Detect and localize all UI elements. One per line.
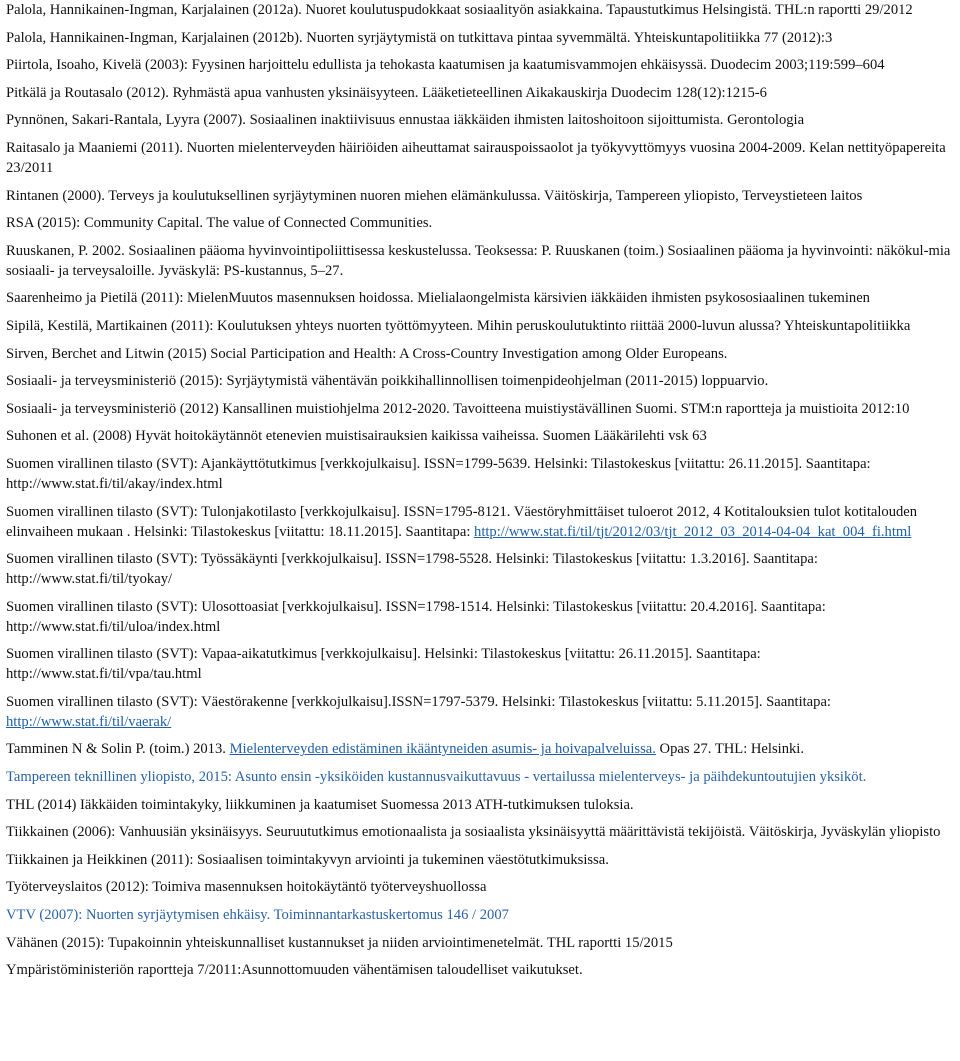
reference-text: Suomen virallinen tilasto (SVT): Vapaa-aikatutkimus [verkkojulkaisu]. Helsinki: Tilastokeskus [viitattu: 26.11.2015]. Saantitapa: http://www.stat.fi/til/vpa/tau.html [6, 646, 761, 683]
reference-text: Suomen virallinen tilasto (SVT): Työssäkäynti [verkkojulkaisu]. ISSN=1798-5528. Helsinki: Tilastokeskus [viitattu: 1.3.2016]. Saantitapa: http://www.stat.fi/til/tyokay/ [6, 551, 818, 588]
reference-text: Suomen virallinen tilasto (SVT): Ulosottoasiat [verkkojulkaisu]. ISSN=1798-1514. Helsinki: Tilastokeskus [viitattu: 20.4.2016]. Saantitapa: http://www.stat.fi/til/uloa/index.html [6, 598, 826, 635]
reference-entry [6, 83, 952, 103]
reference-text: Vähänen (2015): Tupakoinnin yhteiskunnalliset kustannukset ja niiden arviointimenetelmät. THL raportti 15/2015 [6, 934, 673, 951]
reference-entry [6, 905, 952, 925]
reference-entry [6, 316, 952, 336]
reference-text: Sosiaali- ja terveysministeriö (2012) Kansallinen muistiohjelma 2012-2020. Tavoitteena muistiystävällinen Suomi. STM:n raportteja ja muistioita 2012:10 [6, 400, 910, 417]
reference-text: Suomen virallinen tilasto (SVT): Väestörakenne [verkkojulkaisu].ISSN=1797-5379. Helsinki: Tilastokeskus [viitattu: 5.11.2015]. Saantitapa: [6, 693, 831, 710]
reference-entry [6, 186, 952, 206]
reference-entry [6, 549, 952, 589]
reference-entry [6, 850, 952, 870]
reference-entry [6, 138, 952, 178]
reference-entry [6, 241, 952, 281]
reference-text: Palola, Hannikainen-Ingman, Karjalainen (2012b). Nuorten syrjäytymistä on tutkittava pintaa syvemmältä. Yhteiskuntapolitiikka 77 (2012):3 [6, 29, 833, 46]
reference-text: THL (2014) Iäkkäiden toimintakyky, liikkuminen ja kaatumiset Suomessa 2013 ATH-tutkimuksen tuloksia. [6, 796, 634, 813]
reference-entry [6, 371, 952, 391]
reference-text: Palola, Hannikainen-Ingman, Karjalainen (2012a). Nuoret koulutuspudokkaat sosiaalityön asiakkaina. Tapaustutkimus Helsingistä. THL:n raportti 29/2012 [6, 2, 913, 18]
reference-text-after-link: Opas 27. THL: Helsinki. [655, 741, 804, 758]
reference-entry [6, 454, 952, 494]
reference-text: Rintanen (2000). Terveys ja koulutuksellinen syrjäytyminen nuoren miehen elämänkulussa. Väitöskirja, Tampereen yliopisto, Terveystieteen laitos [6, 187, 863, 204]
reference-text: VTV (2007): Nuorten syrjäytymisen ehkäisy. Toiminnantarkastuskertomus 146 / 2007 [6, 907, 509, 924]
reference-entry [6, 822, 952, 842]
reference-text: Sirven, Berchet and Litwin (2015) Social Participation and Health: A Cross-Country Investigation among Older Europeans. [6, 345, 728, 362]
reference-text: Työterveyslaitos (2012): Toimiva masennuksen hoitokäytäntö työterveyshuollossa [6, 879, 487, 896]
reference-text: Raitasalo ja Maaniemi (2011). Nuorten mielenterveyden häiriöiden aiheuttamat sairauspoissaolot ja työkyvyttömyys vuosina 2004-2009. Kelan nettityöpapereita 23/2011 [6, 139, 946, 176]
reference-text: Suomen virallinen tilasto (SVT): Ajankäyttötutkimus [verkkojulkaisu]. ISSN=1799-5639. Helsinki: Tilastokeskus [viitattu: 26.11.2015]. Saantitapa: http://www.stat.fi/til/akay/index.html [6, 455, 871, 492]
reference-entry [6, 933, 952, 953]
reference-entry [6, 692, 952, 732]
reference-entry [6, 960, 952, 980]
reference-text: Pitkälä ja Routasalo (2012). Ryhmästä apua vanhusten yksinäisyyteen. Lääketieteellinen Aikakauskirja Duodecim 128(12):1215-6 [6, 84, 767, 101]
reference-text: Suomen virallinen tilasto (SVT): Tulonjakotilasto [verkkojulkaisu]. ISSN=1795-8121. Väestöryhmittäiset tuloerot 2012, 4 Kotitalouksien tulot kotitalouden elinvaiheen mukaan . Helsinki: Tilastokeskus [viitattu: 18.11.2015]. Saantitapa: [6, 503, 918, 540]
reference-entry [6, 0, 952, 20]
reference-entry [6, 502, 952, 542]
reference-entry [6, 426, 952, 446]
reference-text: Tamminen N & Solin P. (toim.) 2013. [6, 741, 230, 758]
reference-text: Tiikkainen (2006): Vanhuusiän yksinäisyys. Seuruututkimus emotionaalista ja sosiaalista yksinäisyyttä määrittävistä tekijöistä. Väitöskirja, Jyväskylän yliopisto [6, 824, 941, 841]
reference-entry [6, 344, 952, 364]
reference-text: Tiikkainen ja Heikkinen (2011): Sosiaalisen toimintakyvyn arviointi ja tukeminen väestötutkimuksissa. [6, 851, 609, 868]
reference-entry [6, 795, 952, 815]
reference-text: Ympäristöministeriön raportteja 7/2011:Asunnottomuuden vähentämisen taloudelliset vaikutukset. [6, 962, 583, 979]
reference-entry [6, 55, 952, 75]
reference-text: Pynnönen, Sakari-Rantala, Lyyra (2007). Sosiaalinen inaktiivisuus ennustaa iäkkäiden ihmisten laitoshoitoon sijoittumista. Gerontologia [6, 112, 805, 129]
reference-entry [6, 767, 952, 787]
reference-text: Ruuskanen, P. 2002. Sosiaalinen pääoma hyvinvointipoliittisessa keskustelussa. Teoksessa: P. Ruuskanen (toim.) Sosiaalinen pääoma ja hyvinvointi: näkökul-mia sosiaali- ja terveysaloille. Jyväskylä: PS-kustannus, 5–27. [6, 242, 951, 279]
reference-text: Suhonen et al. (2008) Hyvät hoitokäytännöt etenevien muistisairauksien kaikissa vaiheissa. Suomen Lääkärilehti vsk 63 [6, 428, 707, 445]
reference-text: Tampereen teknillinen yliopisto, 2015: Asunto ensin -yksiköiden kustannusvaikuttavuus - vertailussa mielenterveys- ja päihdekuntoutujien yksiköt. [6, 769, 867, 786]
reference-text: Sosiaali- ja terveysministeriö (2015): Syrjäytymistä vähentävän poikkihallinnollisen toimenpideohjelman (2011-2015) loppuarvio. [6, 373, 769, 390]
reference-text: Sipilä, Kestilä, Martikainen (2011): Koulutuksen yhteys nuorten työttömyyteen. Mihin peruskoulutuktinto riittää 2000-luvun alussa? Yhteiskuntapolitiikka [6, 317, 911, 334]
reference-entry [6, 644, 952, 684]
reference-entry [6, 213, 952, 233]
reference-link[interactable]: Mielenterveyden edistäminen ikääntyneiden asumis- ja hoivapalveluissa. [229, 741, 656, 758]
reference-entry [6, 110, 952, 130]
reference-entry [6, 877, 952, 897]
reference-entry [6, 597, 952, 637]
reference-text: Saarenheimo ja Pietilä (2011): MielenMuutos masennuksen hoidossa. Mielialaongelmista kärsivien iäkkäiden ihmisten psykososiaalinen tukeminen [6, 290, 870, 307]
reference-text: Piirtola, Isoaho, Kivelä (2003): Fyysinen harjoittelu edullista ja tehokasta kaatumisen ja kaatumisvammojen ehkäisyssä. Duodecim 2003;119:599–604 [6, 57, 885, 74]
reference-link[interactable]: http://www.stat.fi/til/tjt/2012/03/tjt_2012_03_2014-04-04_kat_004_fi.html [474, 523, 912, 540]
reference-entry [6, 28, 952, 48]
reference-entry [6, 739, 952, 759]
reference-entry [6, 399, 952, 419]
reference-entry [6, 288, 952, 308]
reference-link[interactable]: http://www.stat.fi/til/vaerak/ [6, 713, 172, 730]
reference-text: RSA (2015): Community Capital. The value of Connected Communities. [6, 215, 433, 232]
